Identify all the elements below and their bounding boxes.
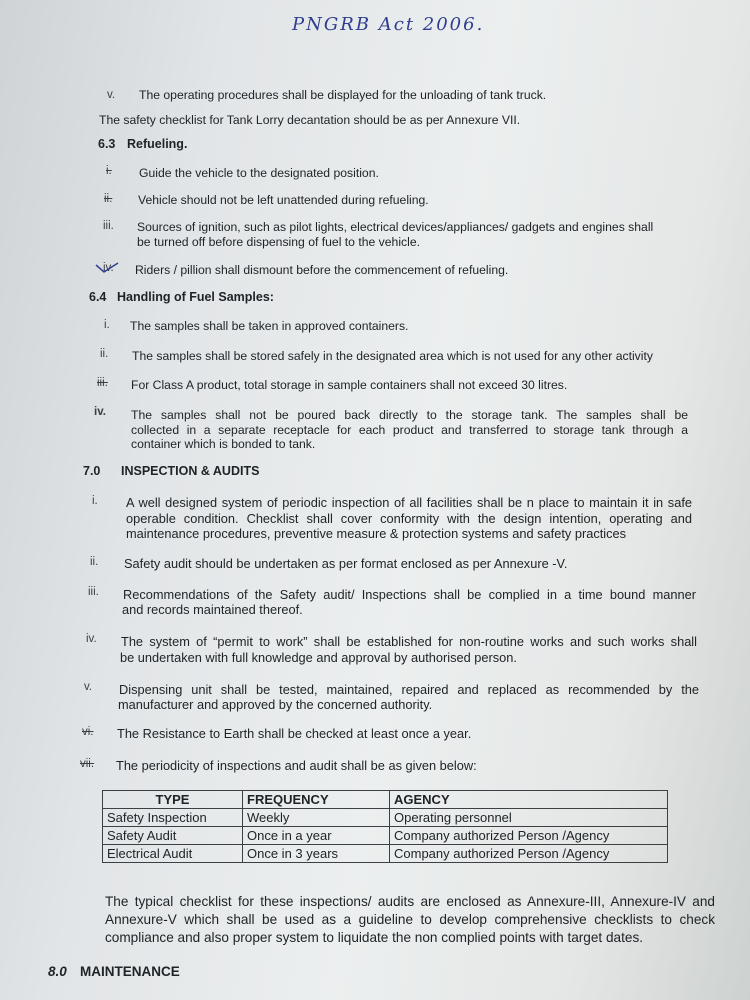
inspection-frequency-table (102, 790, 668, 863)
item-number: v. (84, 681, 93, 693)
item-number: i. (106, 165, 112, 177)
item-text-continued: and records maintained thereof. (122, 602, 303, 617)
item-text: Sources of ignition, such as pilot lights, electrical devices/appliances/ gadgets and engines shall (137, 220, 654, 234)
item-text-continued: be undertaken with full knowledge and approval by authorised person. (120, 650, 517, 665)
item-text: The periodicity of inspections and audit shall be as given below: (116, 758, 477, 773)
section-title: Refueling. (127, 137, 188, 151)
item-number: ii. (90, 556, 99, 568)
item-text: Vehicle should not be left unattended during refueling. (138, 193, 429, 207)
item-number: iv. (103, 262, 114, 274)
item-number: ii. (100, 348, 109, 360)
handwritten-tick-mark (95, 261, 119, 273)
item-text-continued: operable condition. Checklist shall cover conformity with the design intention, operating and (126, 511, 692, 526)
table-row (103, 827, 668, 845)
item-text: Riders / pillion shall dismount before the commencement of refueling. (135, 263, 509, 277)
item-text: Recommendations of the Safety audit/ Inspections shall be complied in a time bound manner (123, 587, 696, 602)
item-number: i. (92, 495, 98, 507)
item-text: Dispensing unit shall be tested, maintained, repaired and replaced as recommended by the (119, 682, 699, 697)
section-number: 6.4 (89, 290, 107, 304)
item-number: iii. (88, 586, 99, 598)
section-title: INSPECTION & AUDITS (121, 464, 260, 478)
item-number: iii. (103, 220, 114, 232)
safety-checklist-note: The safety checklist for Tank Lorry decantation should be as per Annexure VII. (99, 113, 521, 127)
closing-line: The typical checklist for these inspections/ audits are enclosed as Annexure-III, Annexure-IV and (105, 894, 715, 909)
table-cell: Once in a year (243, 827, 390, 845)
table-header: TYPE (103, 791, 243, 809)
item-text: The samples shall be taken in approved containers. (130, 319, 409, 333)
table-cell: Company authorized Person /Agency (390, 845, 668, 863)
item-text: Guide the vehicle to the designated position. (139, 166, 379, 180)
item-text: The samples shall be stored safely in the designated area which is not used for any other activity (132, 349, 653, 363)
closing-line: compliance and also proper system to liquidate the non complied points with target dates. (105, 930, 644, 945)
section-title: Handling of Fuel Samples: (117, 290, 274, 304)
item-text-continued: container which is bonded to tank. (131, 437, 316, 451)
item-text-continued: manufacturer and approved by the concerned authority. (118, 697, 433, 712)
table-cell: Weekly (243, 809, 390, 827)
item-text: Safety audit should be undertaken as per format enclosed as per Annexure -V. (124, 556, 568, 571)
table-cell: Safety Inspection (103, 809, 243, 827)
item-text: The Resistance to Earth shall be checked at least once a year. (117, 726, 472, 741)
item-number: ii. (104, 193, 113, 205)
table-row (103, 845, 668, 863)
table-header: FREQUENCY (243, 791, 390, 809)
section-number: 6.3 (98, 137, 116, 151)
item-number: iv. (86, 633, 97, 645)
table-cell: Safety Audit (103, 827, 243, 845)
table-header-row (103, 791, 668, 809)
item-text: The samples shall not be poured back directly to the storage tank. The samples shall be (131, 408, 688, 422)
table-header: AGENCY (390, 791, 668, 809)
section-number: 8.0 (48, 964, 67, 979)
table-cell: Once in 3 years (243, 845, 390, 863)
item-number: iv. (94, 406, 106, 418)
table-cell: Company authorized Person /Agency (390, 827, 668, 845)
section-number: 7.0 (83, 464, 101, 478)
item-number: vi. (82, 726, 94, 738)
item-number: i. (104, 319, 110, 331)
handwritten-header: PNGRB Act 2006. (292, 14, 485, 35)
table-cell: Electrical Audit (103, 845, 243, 863)
item-number: iii. (97, 377, 108, 389)
item-number: v. (107, 89, 116, 101)
table-cell: Operating personnel (390, 809, 668, 827)
item-text-continued: collected in a separate receptacle for each product and transferred to storage tank through a (131, 423, 688, 437)
item-text: The operating procedures shall be displayed for the unloading of tank truck. (139, 88, 547, 102)
item-number: vii. (80, 758, 95, 770)
item-text: A well designed system of periodic inspection of all facilities shall be n place to maintain it in safe (126, 495, 692, 510)
item-text: The system of “permit to work” shall be established for non-routine works and such works shall (121, 634, 697, 649)
section-title: MAINTENANCE (80, 964, 180, 979)
table-row (103, 809, 668, 827)
closing-line: Annexure-V which shall be used as a guideline to develop comprehensive checklists to check (105, 912, 715, 927)
item-text-continued: maintenance procedures, preventive measure & protection systems and safety practices (126, 526, 627, 541)
item-text: For Class A product, total storage in sample containers shall not exceed 30 litres. (131, 378, 568, 392)
closing-paragraph (105, 893, 715, 947)
item-text-continued: be turned off before dispensing of fuel to the vehicle. (137, 235, 420, 249)
